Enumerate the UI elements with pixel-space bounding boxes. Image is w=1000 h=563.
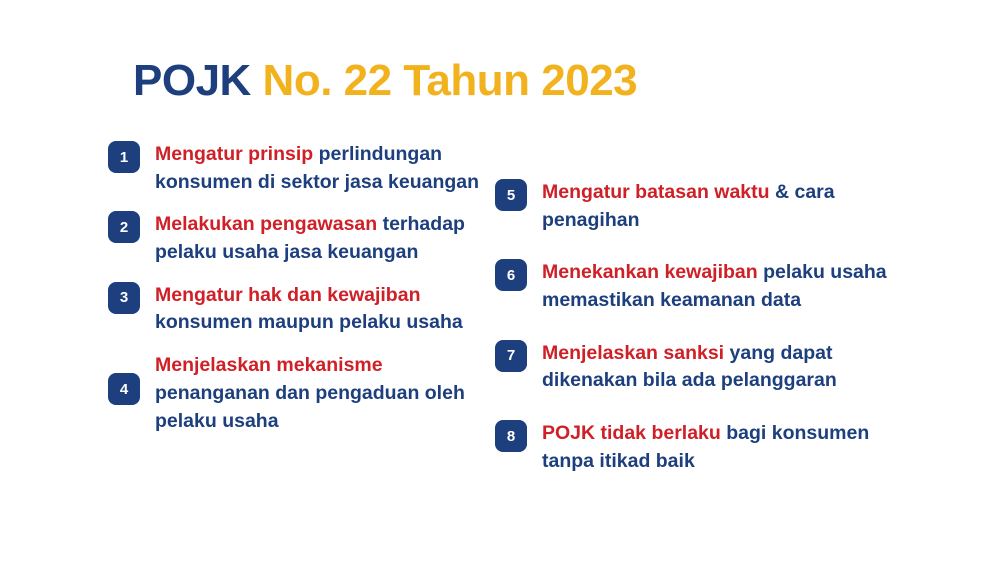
page-title-accent: No. 22 Tahun 2023 <box>262 56 638 105</box>
list-item <box>495 258 905 314</box>
item-number-badge: 5 <box>495 179 527 211</box>
item-text <box>155 210 498 266</box>
item-lead-text: Menjelaskan mekanisme <box>155 354 383 377</box>
item-number-badge: 8 <box>495 420 527 452</box>
list-item <box>108 351 498 435</box>
item-text <box>542 339 905 395</box>
item-rest-text: penanganan dan pengaduan oleh pelaku usaha <box>155 381 465 432</box>
item-lead-text: Menekankan kewajiban <box>542 261 764 284</box>
item-number-badge: 3 <box>108 282 140 314</box>
item-number-badge: 4 <box>108 373 140 405</box>
item-rest-text: perlindungan konsumen di sektor jasa keuangan <box>155 143 480 193</box>
item-number-badge: 7 <box>495 340 527 372</box>
list-item <box>108 140 498 196</box>
item-number-badge: 2 <box>108 211 140 243</box>
item-text <box>155 351 498 435</box>
item-text <box>542 419 905 475</box>
item-lead-text: Mengatur hak dan kewajiban <box>155 283 421 306</box>
item-lead-text: Mengatur batasan waktu <box>542 181 775 203</box>
item-rest-text: konsumen maupun pelaku usaha <box>155 311 463 334</box>
list-item <box>108 281 498 337</box>
item-rest-text: yang dapat dikenakan bila ada pelanggaran <box>542 341 837 392</box>
page-title <box>133 56 637 106</box>
item-text <box>542 258 905 314</box>
item-lead-text: Mengatur prinsip <box>155 143 319 165</box>
item-lead-text: Melakukan pengawasan <box>155 213 383 236</box>
item-number-badge: 1 <box>108 141 140 173</box>
item-lead-text: Menjelaskan sanksi <box>542 341 730 364</box>
list-item <box>495 339 905 395</box>
item-text <box>155 140 498 196</box>
item-number-badge: 6 <box>495 259 527 291</box>
item-rest-text: terhadap pelaku usaha jasa keuangan <box>155 213 465 264</box>
list-item <box>495 178 905 234</box>
page-title-main: POJK <box>133 56 263 105</box>
right-column <box>495 140 905 490</box>
item-rest-text: pelaku usaha memastikan keamanan data <box>542 261 887 312</box>
list-item <box>495 419 905 475</box>
item-lead-text: POJK tidak berlaku <box>542 422 727 445</box>
item-rest-text: bagi konsumen tanpa itikad baik <box>542 422 870 472</box>
item-text <box>542 178 905 234</box>
list-item <box>108 210 498 266</box>
item-text <box>155 281 498 337</box>
left-column <box>108 140 498 449</box>
item-rest-text: & cara penagihan <box>542 181 835 231</box>
